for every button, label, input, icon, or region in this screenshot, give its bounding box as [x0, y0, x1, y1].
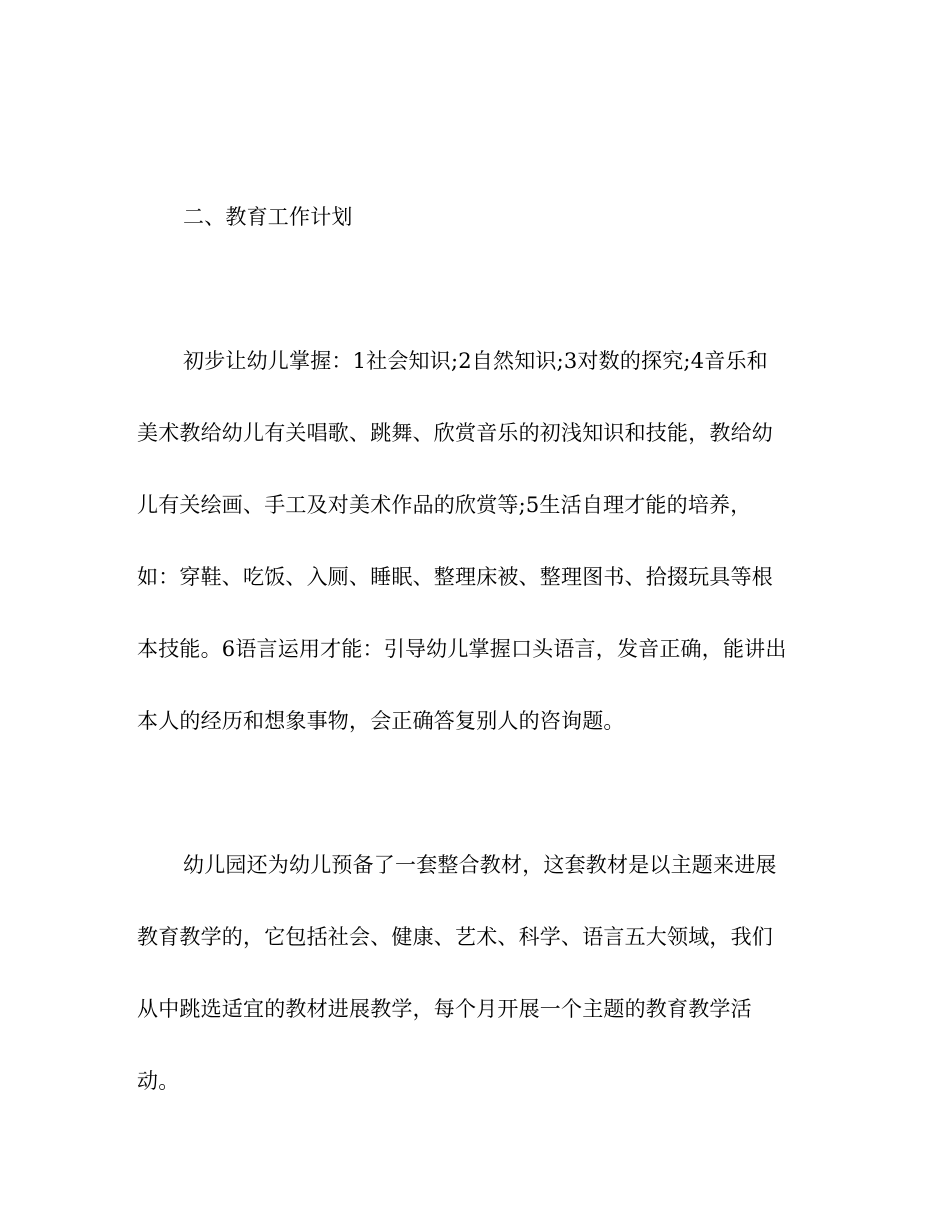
paragraph-line: 教育教学的，它包括社会、健康、艺术、科学、语言五大领域，我们 [137, 925, 773, 949]
paragraph-line: 美术教给幼儿有关唱歌、跳舞、欣赏音乐的初浅知识和技能，教给幼 [137, 421, 773, 445]
paragraph-line: 如：穿鞋、吃饭、入厕、睡眠、整理床被、整理图书、拾掇玩具等根 [137, 565, 773, 589]
paragraph-line: 幼儿园还为幼儿预备了一套整合教材，这套教材是以主题来进展 [183, 853, 777, 877]
paragraph-line: 儿有关绘画、手工及对美术作品的欣赏等;5生活自理才能的培养， [137, 493, 752, 517]
paragraph-line: 初步让幼儿掌握：1社会知识;2自然知识;3对数的探究;4音乐和 [183, 349, 768, 373]
paragraph-line: 从中跳选适宜的教材进展教学，每个月开展一个主题的教育教学活 [137, 997, 752, 1021]
section-heading: 二、教育工作计划 [183, 205, 353, 229]
paragraph-line: 本人的经历和想象事物，会正确答复别人的咨询题。 [137, 709, 625, 733]
paragraph-line: 动。 [137, 1069, 180, 1093]
paragraph-line: 本技能。6语言运用才能：引导幼儿掌握口头语言，发音正确，能讲出 [137, 637, 787, 661]
